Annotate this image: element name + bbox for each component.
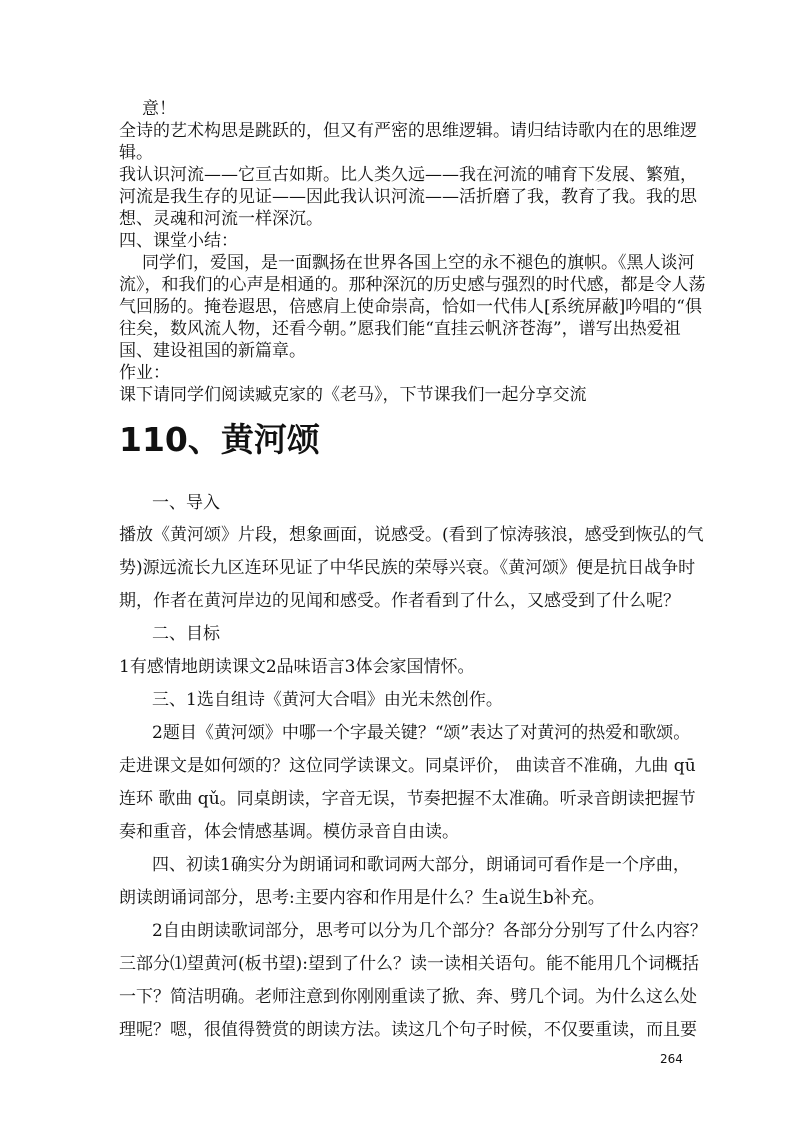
text-line: 势)源远流长九区连环见证了中华民族的荣辱兴衰。《黄河颂》便是抗日战争时	[119, 558, 696, 578]
text-line: 期，作者在黄河岸边的见闻和感受。作者看到了什么，又感受到了什么呢？	[119, 591, 680, 611]
text-line: 三、1选自组诗《黄河大合唱》由光未然创作。	[152, 690, 503, 710]
section-heading: 一、导入	[152, 493, 220, 513]
text-line: 意！	[142, 99, 176, 119]
text-line: 课下请同学们阅读臧克家的《老马》，下节课我们一起分享交流	[119, 385, 587, 405]
text-line: 辑。	[119, 143, 153, 163]
text-line: 走进课文是如何颂的？这位同学读课文。同桌评价， 曲读音不准确，九曲 qū	[119, 756, 696, 776]
text-line: 往矣，数风流人物，还看今朝。”愿我们能“直挂云帆济苍海”，谱写出热爱祖	[119, 319, 681, 339]
text-line: 想、灵魂和河流一样深沉。	[119, 209, 323, 229]
text-line: 连环 歌曲 qǔ。同桌朗读，字音无误，节奏把握不太准确。听录音朗读把握节	[119, 789, 696, 809]
page-number: 264	[660, 1052, 683, 1066]
text-line: 全诗的艺术构思是跳跃的，但又有严密的思维逻辑。请归结诗歌内在的思维逻	[119, 121, 697, 141]
text-line: 朗读朗诵词部分，思考:主要内容和作用是什么？生a说生b补充。	[119, 888, 605, 908]
text-line: 我认识河流——它亘古如斯。比人类久远——我在河流的哺育下发展、繁殖，	[119, 165, 697, 185]
section-heading: 四、课堂小结：	[119, 231, 238, 251]
text-line: 流》，和我们的心声是相通的。那种深沉的历史感与强烈的时代感，都是令人荡	[119, 275, 706, 295]
text-line: 1有感情地朗读课文2品味语言3体会家国情怀。	[119, 657, 475, 677]
text-line: 奏和重音，体会情感基调。模仿录音自由读。	[119, 822, 459, 842]
text-line: 理呢？嗯，很值得赞赏的朗读方法。读这几个句子时候，不仅要重读，而且要	[119, 1020, 697, 1040]
text-line: 四、初读1确实分为朗诵词和歌词两大部分，朗诵词可看作是一个序曲，	[152, 855, 690, 875]
text-line: 河流是我生存的见证——因此我认识河流——活折磨了我，教育了我。我的思	[119, 187, 697, 207]
section-heading: 二、目标	[152, 624, 220, 644]
text-line: 同学们，爱国，是一面飘扬在世界各国上空的永不褪色的旗帜。《黑人谈河	[142, 253, 695, 273]
text-line: 2题目《黄河颂》中哪一个字最关键？“颂”表达了对黄河的热爱和歌颂。	[152, 723, 691, 743]
text-line: 2自由朗读歌词部分，思考可以分为几个部分？各部分分别写了什么内容？	[152, 921, 707, 941]
section-heading: 作业：	[119, 363, 170, 383]
text-line: 播放《黄河颂》片段，想象画面，说感受。(看到了惊涛骇浪，感受到恢弘的气	[119, 525, 704, 545]
text-line: 气回肠的。掩卷遐思，倍感肩上使命崇高，恰如一代伟人[系统屏蔽]吟唱的“俱	[119, 297, 702, 317]
lesson-title: 110、黄河颂	[119, 420, 320, 459]
text-line: 国、建设祖国的新篇章。	[119, 341, 306, 361]
text-line: 三部分⑴望黄河(板书望):望到了什么？读一读相关语句。能不能用几个词概括	[119, 954, 699, 974]
text-line: 一下？简洁明确。老师注意到你刚刚重读了掀、奔、劈几个词。为什么这么处	[119, 987, 697, 1007]
